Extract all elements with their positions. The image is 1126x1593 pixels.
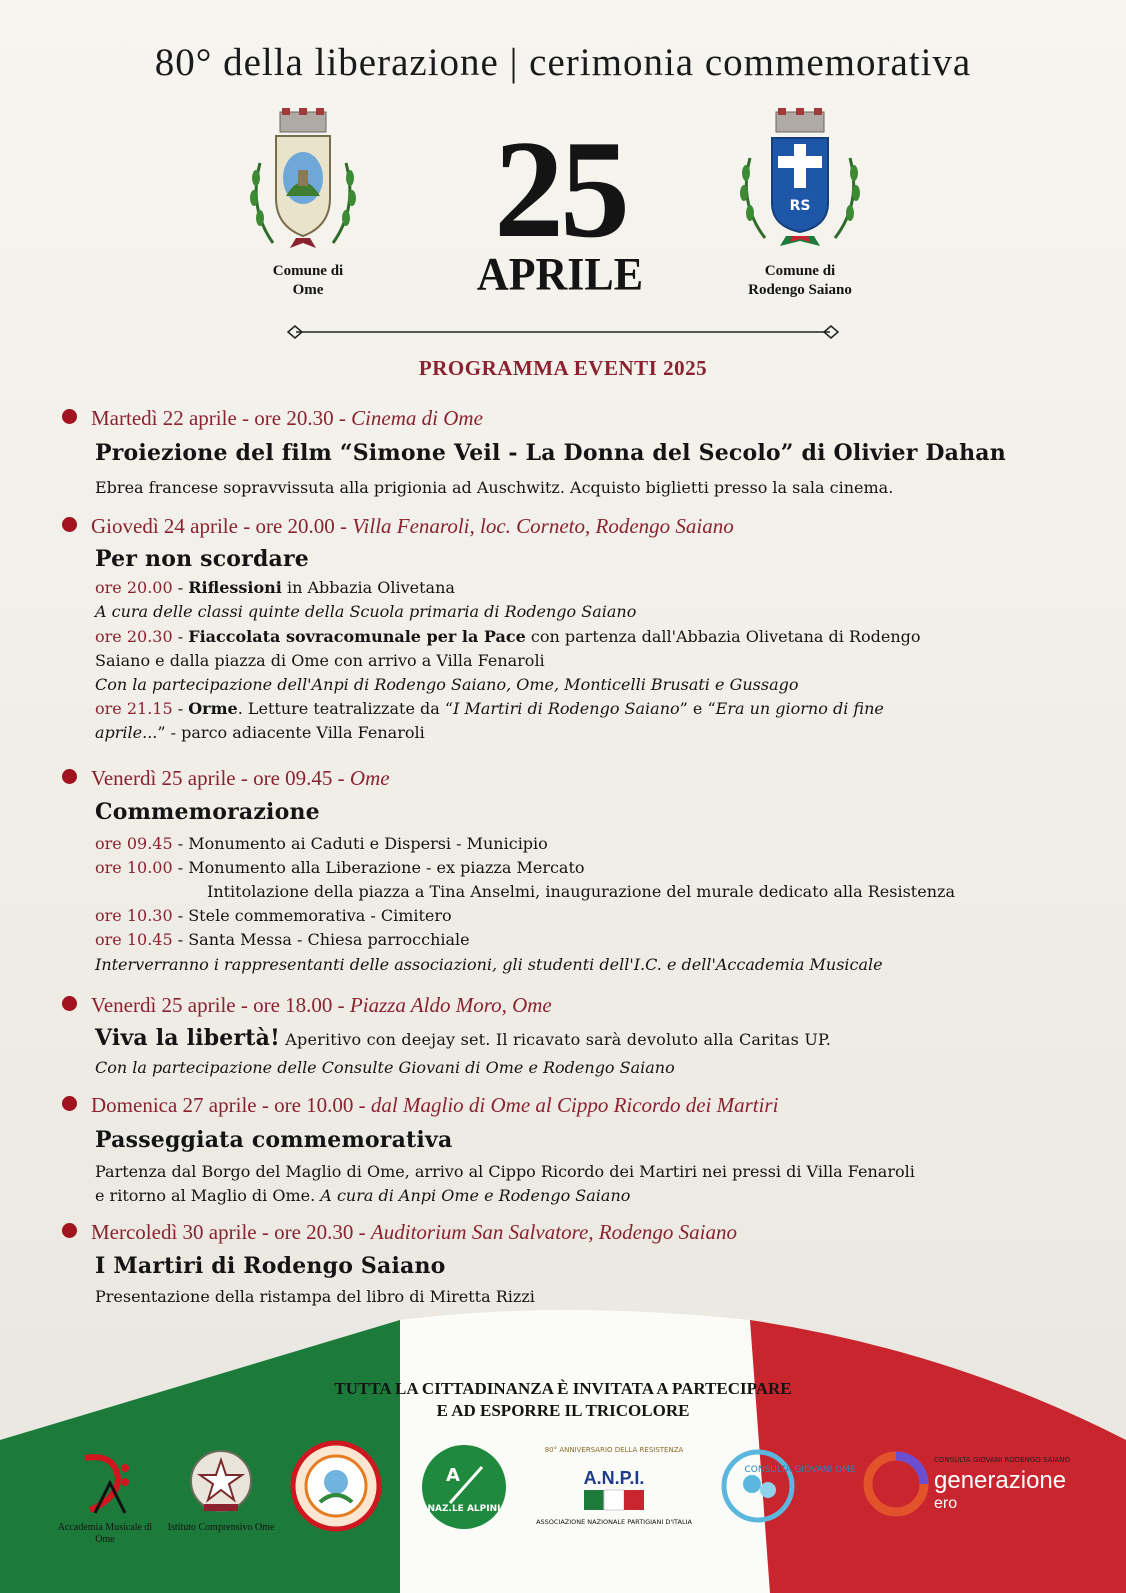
event-2-item: ore 21.15 - Orme. Letture teatralizzate da “I Martiri di Rodengo Saiano” e “Era un giorno di fine: [95, 699, 884, 718]
bullet-dot-icon: [62, 1223, 77, 1238]
event-4-title: Viva la libertà! Aperitivo con deejay set. Il ricavato sarà devoluto alla Caritas UP.: [95, 1025, 832, 1051]
date-month: APRILE: [476, 248, 644, 301]
accademia-caption: Accademia Musicale di Ome: [57, 1522, 153, 1545]
event-2-item-cont: aprile...” - parco adiacente Villa Fenaroli: [95, 723, 425, 742]
event-3-item: ore 10.45 - Santa Messa - Chiesa parrocchiale: [95, 930, 470, 949]
repubblica-emblem-icon: [186, 1446, 256, 1516]
date-day: 25: [494, 112, 626, 267]
event-4-header: Venerdì 25 aprile - ore 18.00 - Piazza Aldo Moro, Ome: [62, 993, 552, 1018]
event-6-description: Presentazione della ristampa del libro di Miretta Rizzi: [95, 1287, 535, 1306]
event-5-title: Passeggiata commemorativa: [95, 1127, 453, 1153]
event-2-note: Con la partecipazione dell'Anpi di Rodengo Saiano, Ome, Monticelli Brusati e Gussago: [95, 675, 799, 694]
alpini-logo-icon: [420, 1443, 508, 1531]
school-circle-logo-icon: [290, 1440, 382, 1532]
event-1-title: Proiezione del film “Simone Veil - La Donna del Secolo” di Olivier Dahan: [95, 440, 1006, 466]
event-1-description: Ebrea francese sopravvissuta alla prigionia ad Auschwitz. Acquisto biglietti presso la sala cinema.: [95, 478, 894, 497]
event-5-description: Partenza dal Borgo del Maglio di Ome, arrivo al Cippo Ricordo dei Martiri nei pressi di Villa Fenaroli: [95, 1162, 915, 1181]
event-2-title: Per non scordare: [95, 546, 309, 572]
event-3-header: Venerdì 25 aprile - ore 09.45 - Ome: [62, 766, 390, 791]
event-3-item: ore 10.00 - Monumento alla Liberazione - ex piazza Mercato: [95, 858, 585, 877]
generazione-ero-logo-icon: [862, 1448, 1072, 1518]
event-2-item: ore 20.30 - Fiaccolata sovracomunale per la Pace con partenza dall'Abbazia Olivetana di Rodengo: [95, 627, 921, 646]
anpi-top: 80° ANNIVERSARIO DELLA RESISTENZA: [544, 1446, 684, 1454]
event-4-note: Con la partecipazione delle Consulte Giovani di Ome e Rodengo Saiano: [95, 1058, 675, 1077]
alpini-text: NAZ.LE ALPINI: [427, 1504, 501, 1514]
event-6-title: I Martiri di Rodengo Saiano: [95, 1253, 446, 1279]
event-3-note: Interverranno i rappresentanti delle associazioni, gli studenti dell'I.C. e dell'Accademia Musicale: [95, 955, 883, 974]
gen-top: CONSULTA GIOVANI RODENGO SAIANO: [934, 1456, 1070, 1464]
event-3-title: Commemorazione: [95, 799, 320, 825]
invitation-text: TUTTA LA CITTADINANZA È INVITATA A PARTECIPARE E AD ESPORRE IL TRICOLORE: [334, 1379, 792, 1420]
consulta-giovani-ome-logo-icon: [720, 1446, 856, 1526]
event-1-header: Martedì 22 aprile - ore 20.30 - Cinema di Ome: [62, 406, 483, 431]
anpi-logo-icon: [536, 1442, 692, 1542]
event-2-note: A cura delle classi quinte della Scuola primaria di Rodengo Saiano: [95, 602, 637, 621]
event-3-item-cont: Intitolazione della piazza a Tina Anselmi, inaugurazione del murale dedicato alla Resistenza: [207, 882, 955, 901]
consulta-text: CONSULTA GIOVANI OME: [744, 1465, 856, 1475]
ornamental-divider: [288, 324, 838, 340]
rs-shield-text: RS: [789, 198, 811, 214]
event-2-item-cont: Saiano e dalla piazza di Ome con arrivo a Villa Fenaroli: [95, 651, 545, 670]
event-5-description: e ritorno al Maglio di Ome. A cura di Anpi Ome e Rodengo Saiano: [95, 1186, 631, 1205]
event-3-item: ore 09.45 - Monumento ai Caduti e Dispersi - Municipio: [95, 834, 548, 853]
program-heading: PROGRAMMA EVENTI 2025: [418, 356, 708, 380]
gen-b: ero: [934, 1495, 958, 1512]
event-2-header: Giovedì 24 aprile - ore 20.00 - Villa Fenaroli, loc. Corneto, Rodengo Saiano: [62, 514, 734, 539]
accademia-musicale-logo-icon: [70, 1448, 140, 1518]
anpi-sub: ASSOCIAZIONE NAZIONALE PARTIGIANI D'ITALIA: [536, 1518, 692, 1526]
bullet-dot-icon: [62, 409, 77, 424]
event-6-header: Mercoledì 30 aprile - ore 20.30 - Auditorium San Salvatore, Rodengo Saiano: [62, 1220, 737, 1245]
event-3-item: ore 10.30 - Stele commemorativa - Cimitero: [95, 906, 452, 925]
anpi-name: A.N.P.I.: [583, 1468, 645, 1488]
ome-label: Comune di Ome: [272, 263, 344, 298]
bullet-dot-icon: [62, 1096, 77, 1111]
bullet-dot-icon: [62, 517, 77, 532]
event-2-item: ore 20.00 - Riflessioni in Abbazia Olivetana: [95, 578, 455, 597]
istituto-caption: Istituto Comprensivo Ome: [167, 1522, 275, 1533]
ome-coat-of-arms-icon: [238, 108, 368, 258]
poster-title: 80° della liberazione | cerimonia commemorativa: [154, 41, 972, 84]
event-5-header: Domenica 27 aprile - ore 10.00 - dal Maglio di Ome al Cippo Ricordo dei Martiri: [62, 1093, 778, 1118]
rodengo-coat-of-arms-icon: [730, 108, 870, 256]
bullet-dot-icon: [62, 996, 77, 1011]
rodengo-label: Comune di Rodengo Saiano: [748, 263, 852, 298]
bullet-dot-icon: [62, 769, 77, 784]
gen-a: generazione: [934, 1467, 1067, 1494]
alpini-letter: A: [446, 1465, 460, 1486]
